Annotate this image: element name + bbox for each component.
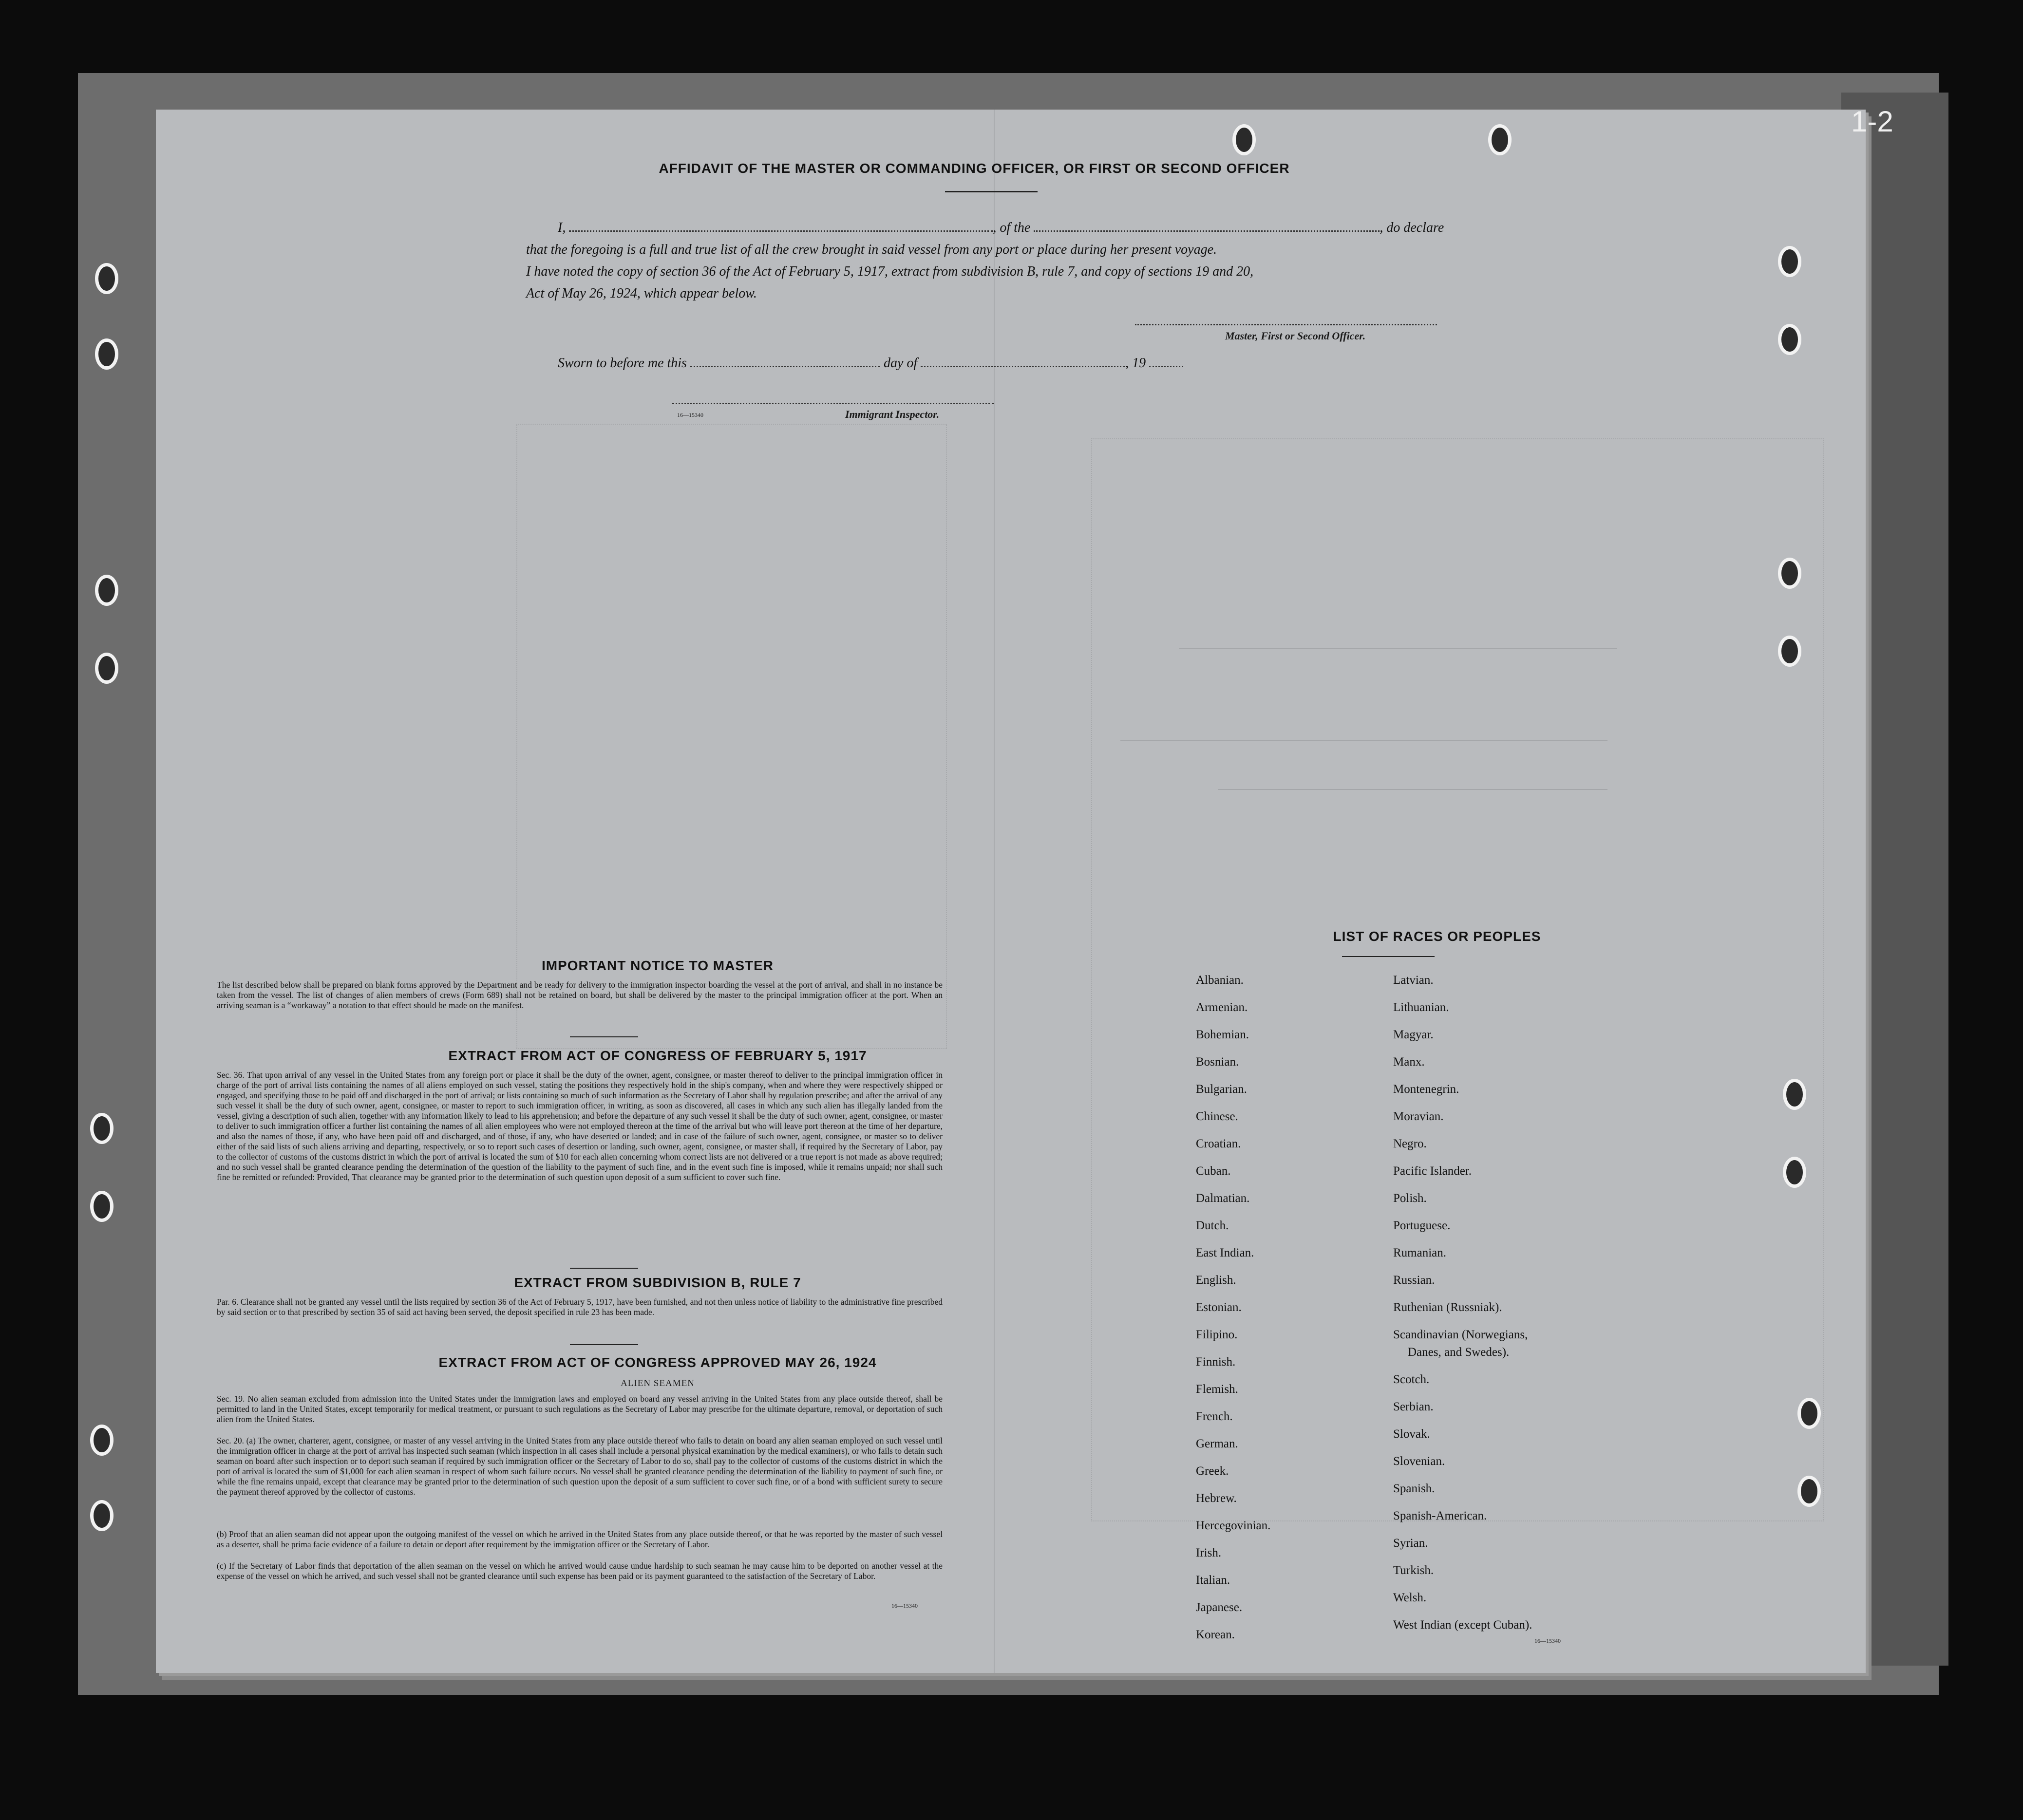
- race-item: Bulgarian.: [1196, 1083, 1247, 1096]
- race-item: Polish.: [1393, 1192, 1427, 1205]
- affidavit-i: I,: [558, 220, 566, 235]
- affidavit-declare: , do declare: [1380, 220, 1444, 235]
- race-item: Ruthenian (Russniak).: [1393, 1301, 1502, 1314]
- affidavit-title: AFFIDAVIT OF THE MASTER OR COMMANDING OFFICER, OR FIRST OR SECOND OFFICER: [659, 161, 1290, 176]
- bleed-through-line: [1179, 648, 1617, 649]
- rule7-text: Par. 6. Clearance shall not be granted any vessel until the lists required by section 36 of the Act of February 5, 1917, have been furnished, and not then unless notice of liability to the administrative fine prescribed by said section or to that prescribed by section 35 of said act having been served, the deposit specified in rule 23 has been made.: [217, 1297, 943, 1317]
- form-number: 16—15340: [1534, 1637, 1561, 1644]
- punch-hole: [90, 1191, 113, 1222]
- race-item: Estonian.: [1196, 1301, 1242, 1314]
- sec20c-text: (c) If the Secretary of Labor finds that deportation of the alien seaman on the vessel on which he arrived would cause undue hardship to such seaman he may cause him to be deported on another vessel at the expense of the vessel on which he arrived, and such vessel shall not be granted clearance until such expense has been paid or its payment guaranteed to the satisfaction of the Secretary of Labor.: [217, 1561, 943, 1581]
- punch-hole: [1783, 1157, 1806, 1188]
- section-rule: [570, 1036, 638, 1037]
- margin-note: 1-2: [1851, 105, 1893, 138]
- race-item: Portuguese.: [1393, 1219, 1451, 1232]
- race-item: Manx.: [1393, 1055, 1425, 1069]
- inspector-label: Immigrant Inspector.: [845, 408, 940, 420]
- race-item: Magyar.: [1393, 1028, 1434, 1041]
- punch-hole: [1783, 1079, 1806, 1110]
- section-rule: [570, 1344, 638, 1345]
- punch-hole: [1778, 324, 1801, 355]
- bleed-through-table: [516, 424, 947, 1049]
- race-item: French.: [1196, 1410, 1233, 1423]
- race-item: Flemish.: [1196, 1383, 1238, 1396]
- notice-text: The list described below shall be prepared on blank forms approved by the Department and be ready for delivery to the immigration inspector boarding the vessel at the port of arrival, and shall in no instance be taken from the vessel. The list of changes of alien members of crews (Form 689) shall not be retained on board, but shall be delivered by the master to the principal immigration officer at the port. When an arriving seaman is a “workaway” a notation to that effect should be made on the manifest.: [217, 980, 943, 1010]
- race-item: Italian.: [1196, 1574, 1230, 1587]
- punch-hole: [1778, 558, 1801, 589]
- punch-hole: [90, 1500, 113, 1531]
- extract-1917-title: EXTRACT FROM ACT OF CONGRESS OF FEBRUARY 5, 1917: [448, 1048, 867, 1063]
- title-rule: [945, 191, 1038, 192]
- sworn-line: [558, 356, 1183, 371]
- race-item: Danes, and Swedes).: [1408, 1346, 1510, 1359]
- race-item: Cuban.: [1196, 1164, 1231, 1178]
- race-item: Filipino.: [1196, 1328, 1238, 1341]
- sec19-text: Sec. 19. No alien seaman excluded from admission into the United States under the immigration laws and employed on board any vessel arriving in the United States from any place outside thereof, shall be permitted to land in the United States, except temporarily for medical treatment, or pursuant to such regulations as the Secretary of Labor may prescribe for the ultimate departure, removal, or deportation of such alien from the United States.: [217, 1394, 943, 1424]
- section-rule: [570, 1268, 638, 1269]
- race-item: Japanese.: [1196, 1601, 1243, 1614]
- races-left-column: [1196, 967, 1270, 1649]
- race-item: German.: [1196, 1437, 1238, 1450]
- race-item: Negro.: [1393, 1137, 1427, 1150]
- race-item: Slovenian.: [1393, 1455, 1445, 1468]
- race-item: Turkish.: [1393, 1564, 1434, 1577]
- alien-seamen-subtitle: ALIEN SEAMEN: [621, 1378, 695, 1388]
- punch-hole: [1778, 636, 1801, 667]
- punch-hole: [95, 263, 118, 294]
- race-item: Scandinavian (Norwegians,: [1393, 1328, 1528, 1341]
- race-item: Moravian.: [1393, 1110, 1444, 1123]
- notice-title: IMPORTANT NOTICE TO MASTER: [541, 958, 774, 973]
- inspector-line[interactable]: [672, 403, 994, 404]
- race-item: Latvian.: [1393, 974, 1434, 987]
- signature-label: Master, First or Second Officer.: [1225, 330, 1366, 342]
- race-item: Dalmatian.: [1196, 1192, 1250, 1205]
- race-item: Spanish-American.: [1393, 1509, 1487, 1522]
- race-item: West Indian (except Cuban).: [1393, 1618, 1532, 1632]
- race-item: Bohemian.: [1196, 1028, 1249, 1041]
- punch-hole: [1778, 246, 1801, 277]
- races-title: LIST OF RACES OR PEOPLES: [1333, 929, 1541, 944]
- sworn-date-blank[interactable]: [690, 366, 880, 367]
- punch-hole: [1488, 124, 1512, 155]
- form-number: 16—15340: [891, 1602, 918, 1609]
- race-item: Finnish.: [1196, 1355, 1236, 1369]
- race-item: Hebrew.: [1196, 1492, 1237, 1505]
- race-item: Scotch.: [1393, 1373, 1430, 1386]
- race-item: Pacific Islander.: [1393, 1164, 1472, 1178]
- race-item: Welsh.: [1393, 1591, 1427, 1604]
- race-item: Croatian.: [1196, 1137, 1241, 1150]
- punch-hole: [90, 1425, 113, 1456]
- race-item: Slovak.: [1393, 1427, 1430, 1441]
- sec20b-text: (b) Proof that an alien seaman did not appear upon the outgoing manifest of the vessel on which he arrived in the United States from any place outside thereof, or that he was reported by the master of such vessel as a deserter, shall be prima facie evidence of a failure to detain or deport after requirement by the immigration officer or the Secretary of Labor.: [217, 1529, 943, 1549]
- race-item: Rumanian.: [1393, 1246, 1447, 1259]
- race-item: East Indian.: [1196, 1246, 1254, 1259]
- punch-hole: [1232, 124, 1256, 155]
- punch-hole: [1797, 1398, 1821, 1429]
- page-fold: [994, 110, 995, 1673]
- punch-hole: [90, 1113, 113, 1144]
- extract-1917-text: Sec. 36. That upon arrival of any vessel in the United States from any foreign port or place it shall be the duty of the owner, agent, consignee, or master thereof to deliver to the principal immigration officer in charge of the port of arrival lists containing the names of all aliens employed on such vessel, stating the positions they respectively hold in the ship's company, when and where they were respectively shipped or engaged, and specifying those to be paid off and discharged in the port of arrival; or lists containing so much of such information as the Secretary of Labor shall by regulation prescribe; and after the arrival of any such vessel it shall be the duty of such owner, agent, consignee, or master to report to such immigration officer, in writing, as soon as discovered, all cases in which any such alien has illegally landed from the vessel, giving a description of such alien, together with any information likely to lead to his apprehension; and before the departure of any such vessel it shall be the duty of such owner, agent, consignee, or master to deliver to such immigration officer a further list containing the names of all alien employees who were not employed thereon at the time of the arrival but who will leave port thereon at the time of her departure, and also the names of those, if any, who have been paid off and discharged, and of those, if any, who have deserted or landed; and in case of the failure of such owner, agent, consignee, or master so to deliver either of the said lists of such aliens arriving and departing, respectively, or so to report such cases of desertion or landing, such owner, agent, consignee, or master shall, if required by the Secretary of Labor, pay to the collector of customs of the customs district in which the port of arrival is located the sum of $10 for each alien concerning whom correct lists are not delivered or a true report is not made as above required; and no such vessel shall be granted clearance pending the determination of the question of the liability to the payment of such fine, and in the event such fine is imposed, while it remains unpaid; nor shall such fine be remitted or refunded: Provided, That clearance may be granted prior to the determination of such question upon deposit of a sum sufficient to cover such fine.: [217, 1070, 943, 1182]
- form-number: 16—15340: [677, 412, 703, 418]
- affidavit-line-2: that the foregoing is a full and true list of all the crew brought in said vessel from any port or place during her present voyage.: [526, 242, 1217, 257]
- race-item: Chinese.: [1196, 1110, 1238, 1123]
- races-right-column: [1393, 967, 1532, 1639]
- affidavit-line-1: [558, 220, 1444, 236]
- race-item: Korean.: [1196, 1628, 1235, 1641]
- name-blank[interactable]: [569, 230, 993, 232]
- affidavit-of-the: , of the: [993, 220, 1031, 235]
- punch-hole: [95, 338, 118, 370]
- race-item: Irish.: [1196, 1546, 1222, 1559]
- races-rule: [1342, 956, 1435, 957]
- extract-1924-title: EXTRACT FROM ACT OF CONGRESS APPROVED MAY 26, 1924: [438, 1355, 877, 1370]
- bleed-through-line: [1120, 740, 1607, 741]
- sworn-month-blank[interactable]: [921, 366, 1125, 367]
- race-item: English.: [1196, 1274, 1236, 1287]
- vessel-blank[interactable]: [1034, 230, 1380, 232]
- race-item: Spanish.: [1393, 1482, 1435, 1495]
- race-item: Greek.: [1196, 1464, 1229, 1478]
- punch-hole: [95, 575, 118, 606]
- sworn-day-label: day of: [883, 356, 918, 371]
- race-item: Serbian.: [1393, 1400, 1434, 1413]
- sworn-year-label: , 19: [1125, 356, 1146, 371]
- race-item: Dutch.: [1196, 1219, 1229, 1232]
- bleed-through-line: [1218, 789, 1607, 790]
- race-item: Hercegovinian.: [1196, 1519, 1271, 1532]
- race-item: Bosnian.: [1196, 1055, 1239, 1069]
- punch-hole: [1797, 1476, 1821, 1507]
- affidavit-line-3: I have noted the copy of section 36 of the Act of February 5, 1917, extract from subdivision B, rule 7, and copy of sections 19 and 20,: [526, 264, 1254, 279]
- race-item: Albanian.: [1196, 974, 1244, 987]
- rule7-title: EXTRACT FROM SUBDIVISION B, RULE 7: [514, 1275, 801, 1290]
- race-item: Armenian.: [1196, 1001, 1248, 1014]
- race-item: Lithuanian.: [1393, 1001, 1449, 1014]
- punch-hole: [95, 653, 118, 684]
- signature-line[interactable]: [1135, 324, 1437, 325]
- race-item: Russian.: [1393, 1274, 1435, 1287]
- race-item: Montenegrin.: [1393, 1083, 1459, 1096]
- sworn-label: Sworn to before me this: [558, 356, 687, 371]
- affidavit-line-4: Act of May 26, 1924, which appear below.: [526, 286, 757, 301]
- sec20a-text: Sec. 20. (a) The owner, charterer, agent, consignee, or master of any vessel arriving in the United States from any place outside thereof who fails to detain on board any alien seaman employed on such vessel until the immigration officer in charge at the port of arrival has inspected such seaman (which inspection in all cases shall include a personal physical examination by the medical examiners), or who fails to detain such seaman on board after such inspection or to deport such seaman if required by such immigration officer or the Secretary of Labor to do so, shall pay to the collector of customs of the customs district in which the port of arrival is located the sum of $1,000 for each alien seaman in respect of whom such failure occurs. No vessel shall be granted clearance pending the determination of the liability to payment of such fine, or while the fine remains unpaid, except that clearance may be granted prior to the determination of such question upon the deposit of a sum sufficient to cover such fine, or of a bond with sufficient surety to secure the payment thereof approved by the collector of customs.: [217, 1436, 943, 1497]
- sworn-year-blank[interactable]: [1149, 366, 1183, 367]
- race-item: Syrian.: [1393, 1537, 1428, 1550]
